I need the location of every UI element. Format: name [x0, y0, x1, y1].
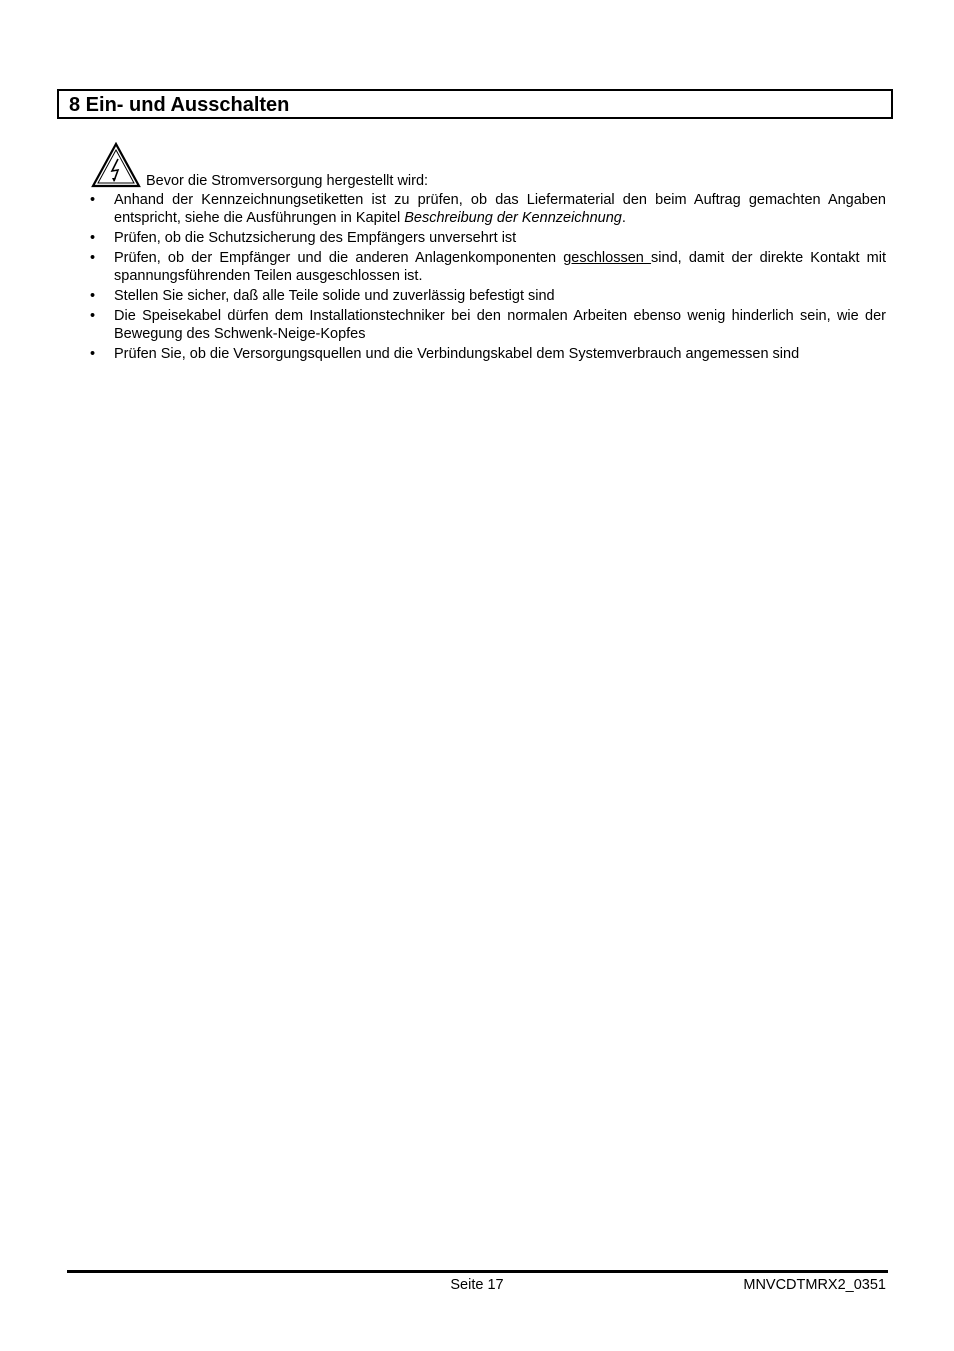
bullet-dot: •	[90, 230, 96, 246]
list-item: • Prüfen, ob die Schutzsicherung des Empfängers unversehrt ist	[90, 230, 517, 246]
footer-divider	[67, 1270, 888, 1273]
underlined-word: geschlossen	[563, 250, 652, 266]
page-number: Seite 17	[450, 1277, 504, 1293]
section-title: 8 Ein- und Ausschalten	[69, 94, 290, 116]
chapter-reference: Beschreibung der Kennzeichnung	[404, 210, 622, 226]
bullet-dot: •	[90, 346, 96, 362]
warning-intro-text: Bevor die Stromversorgung hergestellt wird:	[146, 173, 429, 189]
list-item: • Prüfen Sie, ob die Versorgungsquellen und die Verbindungskabel dem Systemverbrauch angemessen sind	[90, 346, 800, 362]
document-id: MNVCDTMRX2_0351	[743, 1277, 886, 1293]
list-item: • Die Speisekabel dürfen dem Installationstechniker bei den normalen Arbeiten ebenso wenig hinderlich sein, wie der Bewegung des Schwenk-Neige-Kopfes	[90, 308, 886, 342]
bullet-dot: •	[90, 192, 96, 208]
list-item: • Anhand der Kennzeichnungsetiketten ist zu prüfen, ob das Liefermaterial den beim Auftrag gemachten Angaben entspricht, siehe die Ausführungen in Kapitel Beschreibung der Kennzeichnung.	[90, 192, 886, 226]
bullet-dot: •	[90, 288, 96, 304]
list-item: • Prüfen, ob der Empfänger und die anderen Anlagenkomponenten geschlossen sind, damit der direkte Kontakt mit spannungsführenden Teilen ausgeschlossen ist.	[90, 250, 886, 284]
high-voltage-warning-icon	[91, 142, 141, 188]
bullet-dot: •	[90, 308, 96, 324]
section-heading-box	[57, 89, 893, 119]
list-item: • Stellen Sie sicher, daß alle Teile solide und zuverlässig befestigt sind	[90, 288, 555, 304]
bullet-dot: •	[90, 250, 96, 266]
checklist	[88, 191, 886, 365]
